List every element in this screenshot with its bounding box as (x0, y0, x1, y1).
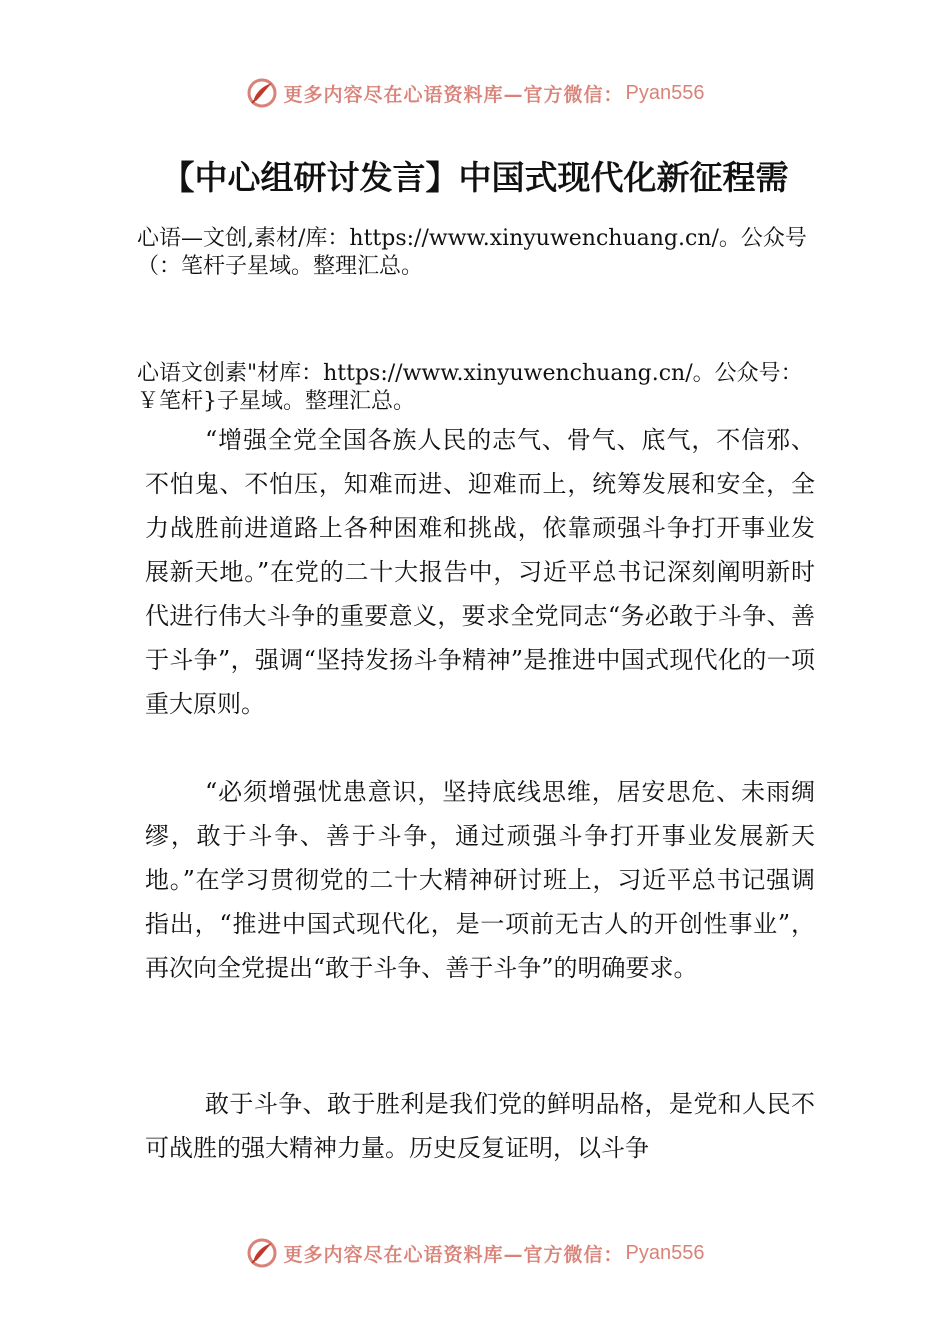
banner-wechat-id: Pyan556 (625, 81, 705, 104)
pen-swirl-logo-icon (246, 1237, 278, 1269)
pen-swirl-logo-icon (246, 77, 278, 109)
banner-text: 更多内容尽在心语资料库—官方微信： (283, 83, 624, 106)
source-note-1: 心语—文创,素材/库：https://www.xinyuwenchuang.cn/。公众号（：笔杆子星域。整理汇总。 (137, 226, 807, 279)
document-title: 【中心组研讨发言】中国式现代化新征程需 (161, 158, 789, 197)
banner-text: 更多内容尽在心语资料库—官方微信： (283, 1243, 624, 1266)
header-banner (0, 73, 950, 113)
body-paragraph-1: “增强全党全国各族人民的志气、骨气、底气，不信邪、不怕鬼、不怕压，知难而进、迎难而上，统筹发展和安全，全力战胜前进道路上各种困难和挑战，依靠顽强斗争打开事业发展新天地。”在党的二十大报告中，习近平总书记深刻阐明新时代进行伟大斗争的重要意义，要求全党同志“务必敢于斗争、善于斗争”，强调“坚持发扬斗争精神”是推进中国式现代化的一项重大原则。 (145, 426, 815, 718)
body-paragraph-3: 敢于斗争、敢于胜利是我们党的鲜明品格，是党和人民不可战胜的强大精神力量。历史反复证明，以斗争 (145, 1090, 815, 1162)
source-note-2: 心语文创素"材库：https://www.xinyuwenchuang.cn/。公众号：￥笔杆}子星域。整理汇总。 (137, 361, 803, 414)
banner-wechat-id: Pyan556 (625, 1241, 705, 1264)
footer-banner (0, 1233, 950, 1273)
body-paragraph-2: “必须增强忧患意识，坚持底线思维，居安思危、未雨绸缪，敢于斗争、善于斗争，通过顽强斗争打开事业发展新天地。”在学习贯彻党的二十大精神研讨班上，习近平总书记强调指出，“推进中国式现代化，是一项前无古人的开创性事业”，再次向全党提出“敢于斗争、善于斗争”的明确要求。 (145, 778, 815, 982)
